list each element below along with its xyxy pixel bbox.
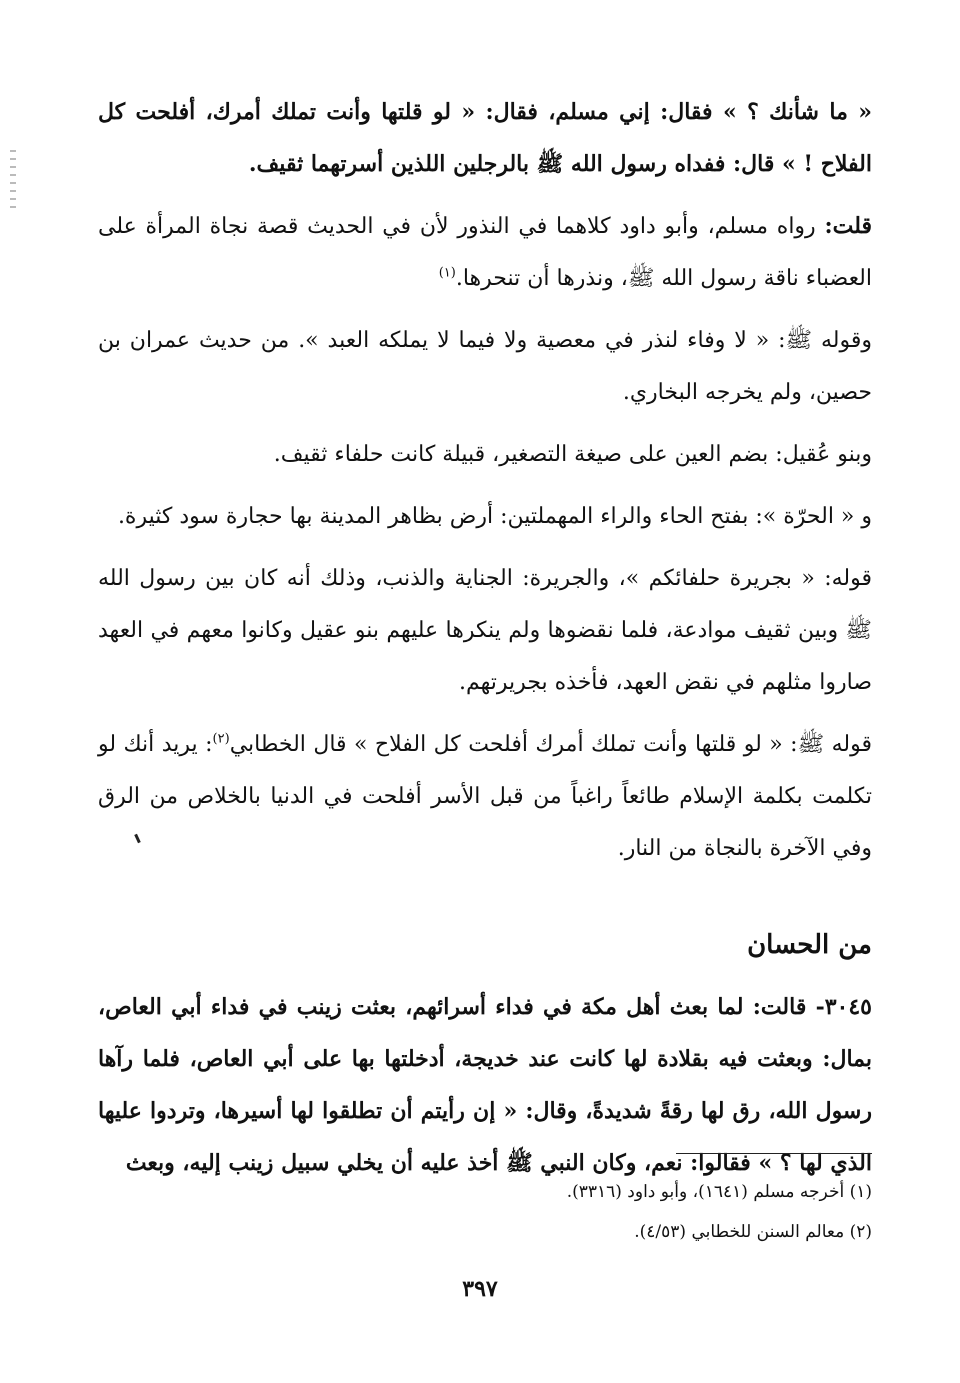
- khattabi-text-a: قوله ﷺ: « لو قلتها وأنت تملك أمرك أفلحت كل الفلاح » قال الخطابي: [229, 732, 873, 757]
- khattabi-text-b: : يريد أنك لو تكلمت بكلمة الإسلام طائعاً راغباً من قبل الأسر أفلحت في الدنيا بالخلاص من الرق وفي الآخرة بالنجاة من النار.: [98, 732, 872, 861]
- footnote-ref-2: (٢): [212, 731, 230, 747]
- paragraph-qultu: [98, 200, 872, 305]
- paragraph-hadith-3045: ٣٠٤٥- قالت: لما بعث أهل مكة في فداء أسرائهم، بعثت زينب في فداء أبي العاص، بمال: وبعثت فيه بقلادة لها كانت عند خديجة، أدخلتها بها على أبي العاص، فلما رآها رسول الله، رق لها رقةً شديدةً، وقال: « إن رأيتم أن تطلقوا لها أسيرها، وتردوا عليها الذي لها ؟ » فقالوا: نعم، وكان النبي ﷺ أخذ عليه أن يخلي سبيل زينب إليه، وبعث: [98, 994, 872, 1176]
- qultu-label: قلت:: [824, 213, 872, 239]
- paragraph-jarira: قوله: « بجريرة حلفائكم »، والجريرة: الجناية والذنب، وذلك أنه كان بين رسول الله ﷺ وبين ثقيف موادعة، فلما نقضوها ولم ينكرها عليهم بنو عقيل وكانوا معهم في العهد صاروا مثلهم في نقض العهد، فأخذه بجريرتهم.: [98, 566, 872, 695]
- paragraph-harra: و « الحرّة »: بفتح الحاء والراء المهملتين: أرض بظاهر المدينة بها حجارة سود كثيرة.: [117, 504, 872, 529]
- footnote-divider: [676, 1153, 872, 1154]
- paragraph-banu-uqayl: وبنو عُقيل: بضم العين على صيغة التصغير، قبيلة كانت حلفاء ثقيف.: [273, 442, 872, 467]
- footnotes: [98, 1172, 872, 1252]
- margin-scan-marks: [10, 150, 16, 210]
- section-heading: من الحسان: [747, 930, 872, 960]
- main-text: [98, 86, 872, 1189]
- qultu-text: رواه مسلم، وأبو داود كلاهما في النذور لأن في الحديث قصة نجاة المرأة على العضباء ناقة رسول الله ﷺ، ونذرها أن تنحرها.: [98, 214, 872, 291]
- paragraph-hadith-end: « ما شأنك ؟ » فقال: إني مسلم، فقال: « لو قلتها وأنت تملك أمرك، أفلحت كل الفلاح ! » قال: ففداه رسول الله ﷺ بالرجلين اللذين أسرتهما ثقيف.: [98, 99, 872, 177]
- page-number: ٣٩٧: [462, 1276, 498, 1302]
- footnote-2: (٢) معالم السنن للخطابي (٤/٥٣).: [634, 1222, 872, 1242]
- footnote-ref-1: (١): [438, 265, 456, 281]
- footnote-1: (١) أخرجه مسلم (١٦٤١)، وأبو داود (٣٣١٦).: [566, 1182, 872, 1202]
- paragraph-nadhr: وقوله ﷺ: « لا وفاء لنذر في معصية ولا فيما لا يملكه العبد ». من حديث عمران بن حصين، ولم يخرجه البخاري.: [98, 328, 872, 405]
- paragraph-khattabi: [98, 719, 872, 875]
